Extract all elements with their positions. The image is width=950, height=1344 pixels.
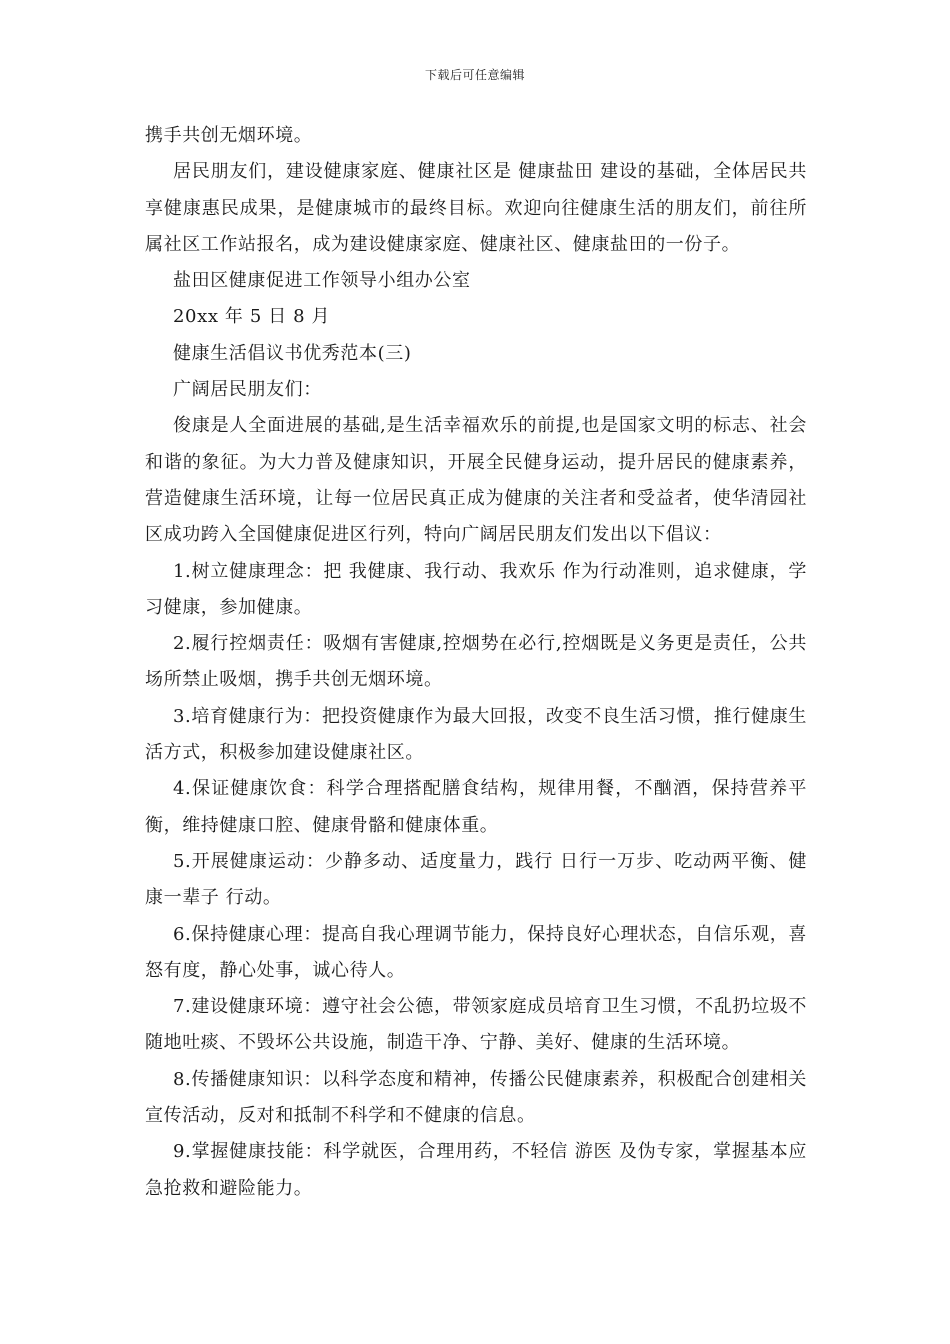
paragraph: 俊康是人全面进展的基础,是生活幸福欢乐的前提,也是国家文明的标志、社会和谐的象征。为大力普及健康知识，开展全民健身运动，提升居民的健康素养，营造健康生活环境，让每一位居民真正成为健康的关注者和受益者，使华清园社区成功跨入全国健康促进区行列，特向广阔居民朋友们发出以下倡议： (145, 415, 807, 546)
list-item: 7.建设健康环境：遵守社会公德，带领家庭成员培育卫生习惯，不乱扔垃圾不随地吐痰、不毁坏公共设施，制造干净、宁静、美好、健康的生活环境。 (145, 996, 807, 1054)
list-item: 8.传播健康知识：以科学态度和精神，传播公民健康素养，积极配合创建相关宣传活动，反对和抵制不科学和不健康的信息。 (145, 1068, 807, 1127)
paragraph: 居民朋友们，建设健康家庭、健康社区是 健康盐田 建设的基础，全体居民共享健康惠民成果，是健康城市的最终目标。欢迎向往健康生活的朋友们，前往所属社区工作站报名，成为建设健康家庭、健康社区、健康盐田的一份子。 (145, 161, 807, 255)
section-title: 健康生活倡议书优秀范本(三) (173, 342, 412, 364)
signature-org: 盐田区健康促进工作领导小组办公室 (173, 270, 471, 292)
list-item: 4.保证健康饮食：科学合理搭配膳食结构，规律用餐，不酗酒，保持营养平衡，维持健康口腔、健康骨骼和健康体重。 (145, 778, 807, 836)
list-item: 6.保持健康心理：提高自我心理调节能力，保持良好心理状态，自信乐观，喜怒有度，静心处事，诚心待人。 (145, 923, 807, 981)
list-item: 9.掌握健康技能：科学就医，合理用药，不轻信 游医 及伪专家，掌握基本应急抢救和避险能力。 (145, 1141, 807, 1199)
paragraph: 携手共创无烟环境。 (145, 125, 313, 146)
salutation: 广阔居民朋友们： (173, 379, 322, 401)
document-body (145, 118, 807, 1207)
list-item: 5.开展健康运动：少静多动、适度量力，践行 日行一万步、吃动两平衡、健康一辈子 行动。 (145, 850, 807, 909)
list-item: 1.树立健康理念：把 我健康、我行动、我欢乐 作为行动准则，追求健康，学习健康，参加健康。 (145, 560, 807, 618)
signature-date: 20xx 年 5 日 8 月 (173, 306, 331, 328)
list-item: 3.培育健康行为：把投资健康作为最大回报，改变不良生活习惯，推行健康生活方式，积极参加建设健康社区。 (145, 705, 807, 764)
list-item: 2.履行控烟责任：吸烟有害健康,控烟势在必行,控烟既是义务更是责任，公共场所禁止吸烟，携手共创无烟环境。 (145, 633, 807, 691)
page-header-note: 下载后可任意编辑 (424, 68, 525, 82)
